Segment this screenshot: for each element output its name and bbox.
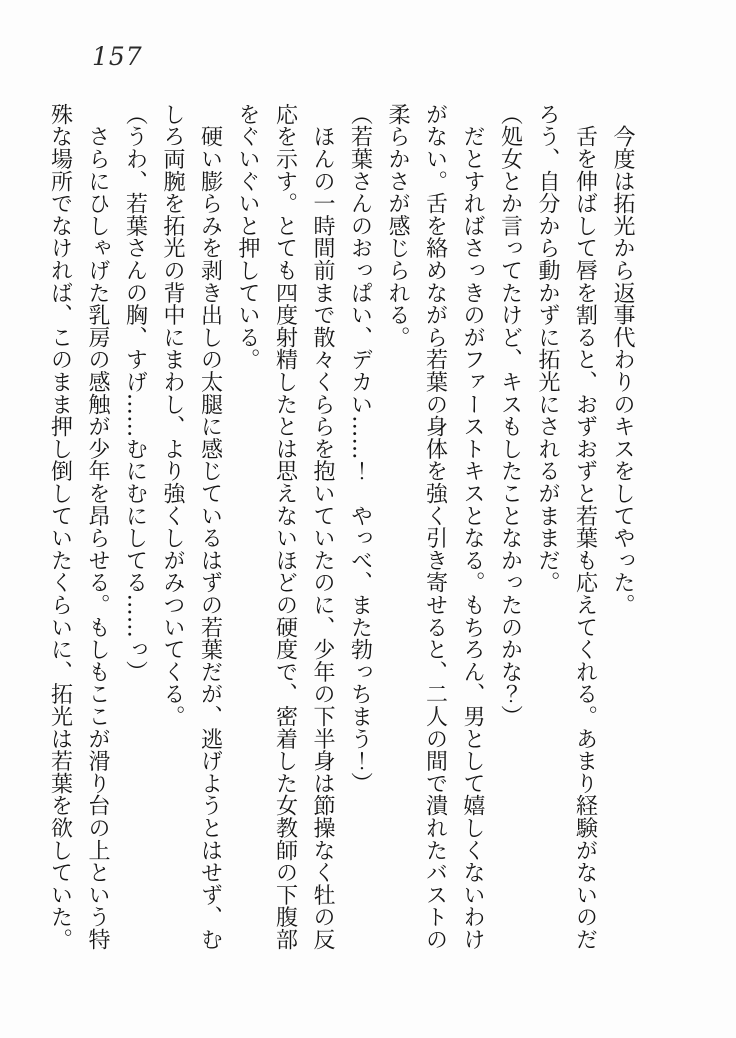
text-line: をぐいぐいと押している。 — [235, 103, 260, 371]
text-line: （処女とか言ってたけど、キスもしたことなかったのかな？） — [497, 103, 523, 728]
text-line: ろう、自分から動かずに拓光にされるがままだ。 — [535, 103, 560, 594]
page-number: 157 — [92, 42, 143, 71]
text-line: がない。舌を絡めながら若葉の身体を強く引き寄せると、二人の間で潰れたバストの — [422, 103, 448, 951]
text-line: （うわ、若葉さんの胸、すげ……むにむにしてる……っ） — [122, 103, 148, 683]
text-line: さらにひしゃげた乳房の感触が少年を昂らせる。もしもここが滑り台の上という特 — [85, 103, 110, 951]
text-line: 柔らかさが感じられる。 — [385, 103, 410, 349]
text-line: 舌を伸ばして唇を割ると、おずおずと若葉も応えてくれる。あまり経験がないのだ — [572, 103, 598, 951]
text-line: だとすればさっきのがファーストキスとなる。もちろん、男として嬉しくないわけ — [460, 103, 485, 951]
text-line: ほんの一時間前まで散々くららを抱いていたのに、少年の下半身は節操なく牡の反 — [310, 103, 335, 951]
text-line: 今度は拓光から返事代わりのキスをしてやった。 — [610, 103, 635, 616]
vertical-text-block — [41, 103, 641, 953]
text-line: しろ両腕を拓光の背中にまわし、より強くしがみついてくる。 — [160, 103, 185, 728]
text-line: 応を示す。とても四度射精したとは思えないほどの硬度で、密着した女教師の下腹部 — [272, 103, 298, 951]
text-line: （若葉さんのおっぱい、デカい……！ やっべ、また勃っちまう！） — [347, 103, 373, 795]
text-line: 硬い膨らみを剥き出しの太腿に感じているはずの若葉だが、逃げようとはせず、む — [197, 103, 223, 951]
text-line: 殊な場所でなければ、このまま押し倒していたくらいに、拓光は若葉を欲していた。 — [47, 103, 73, 951]
